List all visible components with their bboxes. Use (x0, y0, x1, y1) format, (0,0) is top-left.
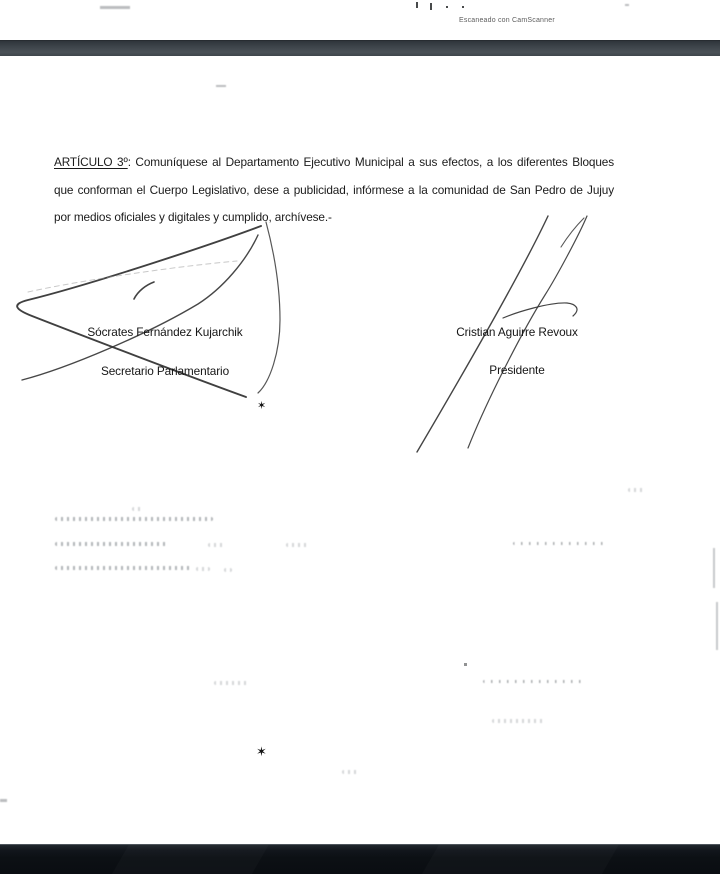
ghost-text-smudge (55, 542, 169, 546)
article-line-3: por medios oficiales y digitales y cumplido, archívese.- (54, 210, 332, 224)
scan-speck (216, 85, 226, 87)
signatory-left-name: Sócrates Fernández Kujarchik (87, 325, 243, 339)
ghost-text-smudge (628, 488, 644, 492)
ghost-text-smudge (196, 567, 210, 571)
article-line-1 (54, 149, 614, 177)
scan-top-bar (0, 40, 720, 56)
ghost-text-smudge (132, 507, 144, 511)
scan-speck (0, 799, 7, 802)
ghost-text-smudge (492, 719, 546, 723)
scan-dot (464, 663, 467, 666)
article-line-2: que conforman el Cuerpo Legislativo, dese a publicidad, infórmese a la comunidad de San Pedro de Jujuy (54, 182, 614, 197)
signatory-right (412, 325, 622, 377)
signatory-left (60, 325, 270, 378)
ghost-edge-line (713, 548, 715, 588)
signature-scribble-left (8, 216, 298, 412)
scan-speck (100, 6, 130, 9)
asterisk-mark-lower: ✶ (256, 745, 267, 760)
scan-bottom-bar (0, 844, 720, 874)
ghost-text-smudge (224, 568, 232, 572)
article-heading: ARTÍCULO 3º (54, 155, 128, 169)
bottom-bar-sheen (421, 845, 618, 874)
scan-speck (416, 2, 418, 8)
ghost-text-smudge (55, 517, 213, 521)
signatory-left-title: Secretario Parlamentario (100, 364, 230, 378)
ghost-text-smudge (483, 680, 587, 683)
ghost-text-smudge (513, 542, 608, 545)
bottom-bar-sheen (111, 845, 268, 874)
signatory-right-name: Cristian Aguirre Revoux (456, 325, 578, 339)
ghost-text-smudge (208, 543, 224, 547)
scan-speck (462, 6, 464, 8)
asterisk-mark-upper: ✶ (257, 399, 267, 412)
scan-speck (446, 6, 448, 8)
article-line-1-text: : Comuníquese al Departamento Ejecutivo Municipal a sus efectos, a los diferentes Bloques (127, 155, 615, 169)
camscanner-watermark: Escaneado con CamScanner (459, 17, 555, 24)
ghost-text-smudge (286, 543, 308, 547)
signatory-right-title: Presidente (489, 363, 545, 377)
ghost-edge-line (716, 602, 718, 650)
scan-speck (430, 3, 432, 10)
ghost-text-smudge (342, 770, 360, 774)
ghost-text-smudge (55, 566, 193, 570)
scan-speck (625, 4, 629, 6)
ghost-text-smudge (214, 681, 248, 685)
